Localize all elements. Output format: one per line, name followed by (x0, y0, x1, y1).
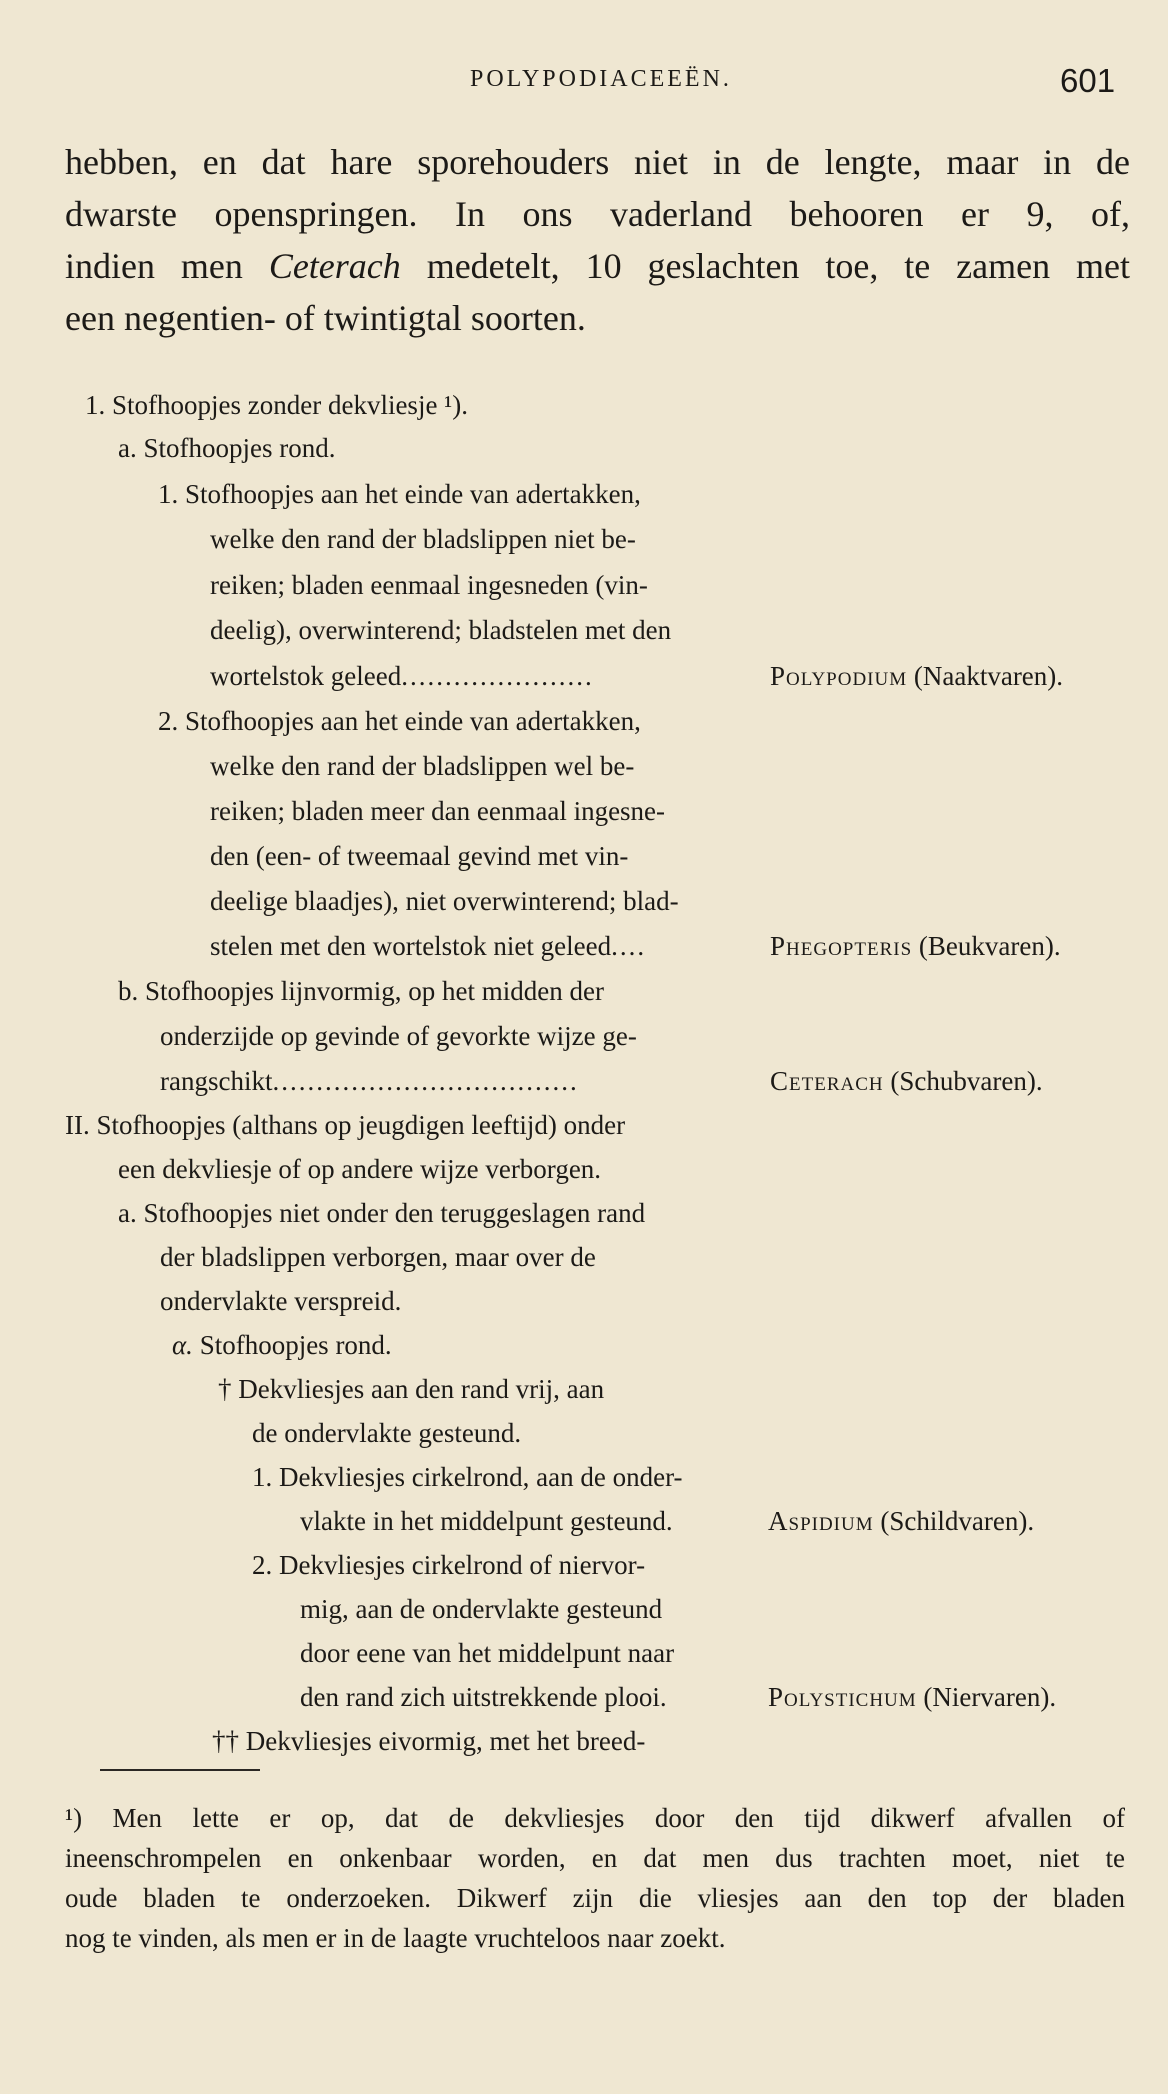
key-text: Stofhoopjes rond. (143, 433, 336, 463)
key-row: deelig), overwinterend; bladstelen met den (210, 615, 672, 645)
key-row (118, 1196, 645, 1230)
intro-text: indien men (65, 246, 269, 286)
common-name: (Schubvaren). (883, 1066, 1043, 1096)
dagger-symbol: † (218, 1374, 232, 1404)
double-dagger-symbol: †† (212, 1726, 239, 1756)
key-row (252, 1460, 683, 1494)
genus-name: Polystichum (768, 1682, 917, 1712)
key-text: Dekvliesjes cirkelrond of niervor- (279, 1550, 646, 1580)
key-row: vlakte in het middelpunt gesteund. (300, 1506, 673, 1536)
key-row: ondervlakte verspreid. (160, 1286, 402, 1316)
key-row: mig, aan de ondervlakte gesteund (300, 1594, 663, 1624)
key-row (160, 1064, 579, 1098)
common-name: (Niervaren). (916, 1682, 1057, 1712)
key-text: Stofhoopjes rond. (199, 1330, 392, 1360)
key-label: a. (118, 433, 137, 463)
key-text: Dekvliesjes aan den rand vrij, aan (238, 1374, 605, 1404)
footnote-line: nog te vinden, als men er in de laagte vruchteloos naar zoekt. (65, 1923, 726, 1953)
key-label: II. (65, 1110, 90, 1140)
key-row: een dekvliesje of op andere wijze verborgen. (118, 1154, 602, 1184)
intro-line: dwarste openspringen. In ons vaderland behooren er 9, of, (65, 194, 1130, 234)
key-row: deelige blaadjes), niet overwinterend; blad- (210, 886, 679, 916)
genus-entry (770, 1064, 1043, 1098)
common-name: (Beukvaren). (912, 931, 1061, 961)
key-row (118, 431, 335, 465)
key-row (65, 1108, 625, 1142)
intro-line: hebben, en dat hare sporehouders niet in de lengte, maar in de (65, 142, 1130, 182)
page-header (0, 62, 1168, 112)
key-row (210, 929, 646, 963)
footnote (65, 1798, 1125, 1958)
key-label: α. (172, 1330, 193, 1360)
key-row (210, 659, 594, 693)
key-text: rangschikt (160, 1066, 273, 1096)
leader-dots: ...................... (401, 661, 594, 691)
key-text: Stofhoopjes zonder dekvliesje ¹). (112, 390, 469, 420)
genus-entry (768, 1680, 1056, 1714)
key-text: Dekvliesjes cirkelrond, aan de onder- (279, 1462, 683, 1492)
genus-entry (770, 929, 1061, 963)
key-label: 1. (252, 1462, 273, 1492)
key-label: 2. (252, 1550, 273, 1580)
page-number: 601 (1060, 62, 1116, 99)
key-label: b. (118, 976, 139, 1006)
key-text: Stofhoopjes niet onder den teruggeslagen rand (143, 1198, 646, 1228)
genus-name: Aspidium (768, 1506, 874, 1536)
key-text: Dekvliesjes eivormig, met het breed- (245, 1726, 646, 1756)
key-row (85, 388, 468, 422)
key-label: 1. (85, 390, 106, 420)
key-row (252, 1548, 645, 1582)
key-text: Stofhoopjes aan het einde van adertakken, (185, 479, 641, 509)
key-text: stelen met den wortelstok niet geleed (210, 931, 612, 961)
footnote-rule (100, 1769, 260, 1771)
key-text: Stofhoopjes (althans op jeugdigen leeftijd) onder (96, 1110, 626, 1140)
key-text: Stofhoopjes aan het einde van adertakken, (185, 706, 641, 736)
intro-line: een negentien- of twintigtal soorten. (65, 298, 586, 338)
genus-entry (768, 1504, 1034, 1538)
running-title: POLYPODIACEEËN. (470, 66, 732, 92)
key-row (118, 974, 604, 1008)
intro-line (65, 240, 1130, 292)
key-row: onderzijde op gevinde of gevorkte wijze ge- (160, 1021, 637, 1051)
key-label: 1. (158, 479, 179, 509)
key-row (172, 1328, 392, 1362)
key-row (212, 1724, 645, 1758)
key-row: den (een- of tweemaal gevind met vin- (210, 841, 629, 871)
genus-name: Ceterach (770, 1066, 884, 1096)
intro-paragraph (65, 136, 1130, 344)
footnote-line: oude bladen te onderzoeken. Dikwerf zijn die vliesjes aan den top der bladen (65, 1883, 1125, 1913)
key-row: door eene van het middelpunt naar (300, 1638, 675, 1668)
footnote-line: ineenschrompelen en onkenbaar worden, en dat men dus trachten moet, niet te (65, 1843, 1125, 1873)
leader-dots: .... (611, 931, 647, 961)
intro-text: medetelt, 10 geslachten toe, te zamen met (400, 246, 1130, 286)
footnote-line: ¹) Men lette er op, dat de dekvliesjes door den tijd dikwerf afvallen of (65, 1803, 1125, 1833)
key-row (218, 1372, 604, 1406)
key-label: a. (118, 1198, 137, 1228)
key-row: de ondervlakte gesteund. (252, 1418, 522, 1448)
common-name: (Naaktvaren). (907, 661, 1064, 691)
key-row (158, 704, 641, 738)
genus-italic: Ceterach (268, 246, 401, 286)
key-row: welke den rand der bladslippen wel be- (210, 751, 635, 781)
key-text: wortelstok geleed (210, 661, 402, 691)
key-row: reiken; bladen eenmaal ingesneden (vin- (210, 570, 648, 600)
genus-name: Phegopteris (770, 931, 913, 961)
key-row (158, 477, 641, 511)
leader-dots: ................................... (272, 1066, 579, 1096)
key-row: den rand zich uitstrekkende plooi. (300, 1682, 667, 1712)
key-row: welke den rand der bladslippen niet be- (210, 524, 636, 554)
key-row: der bladslippen verborgen, maar over de (160, 1242, 596, 1272)
common-name: (Schildvaren). (873, 1506, 1035, 1536)
key-text: Stofhoopjes lijnvormig, op het midden der (145, 976, 604, 1006)
genus-name: Polypodium (770, 661, 908, 691)
key-label: 2. (158, 706, 179, 736)
key-row: reiken; bladen meer dan eenmaal ingesne- (210, 796, 666, 826)
genus-entry (770, 659, 1063, 693)
